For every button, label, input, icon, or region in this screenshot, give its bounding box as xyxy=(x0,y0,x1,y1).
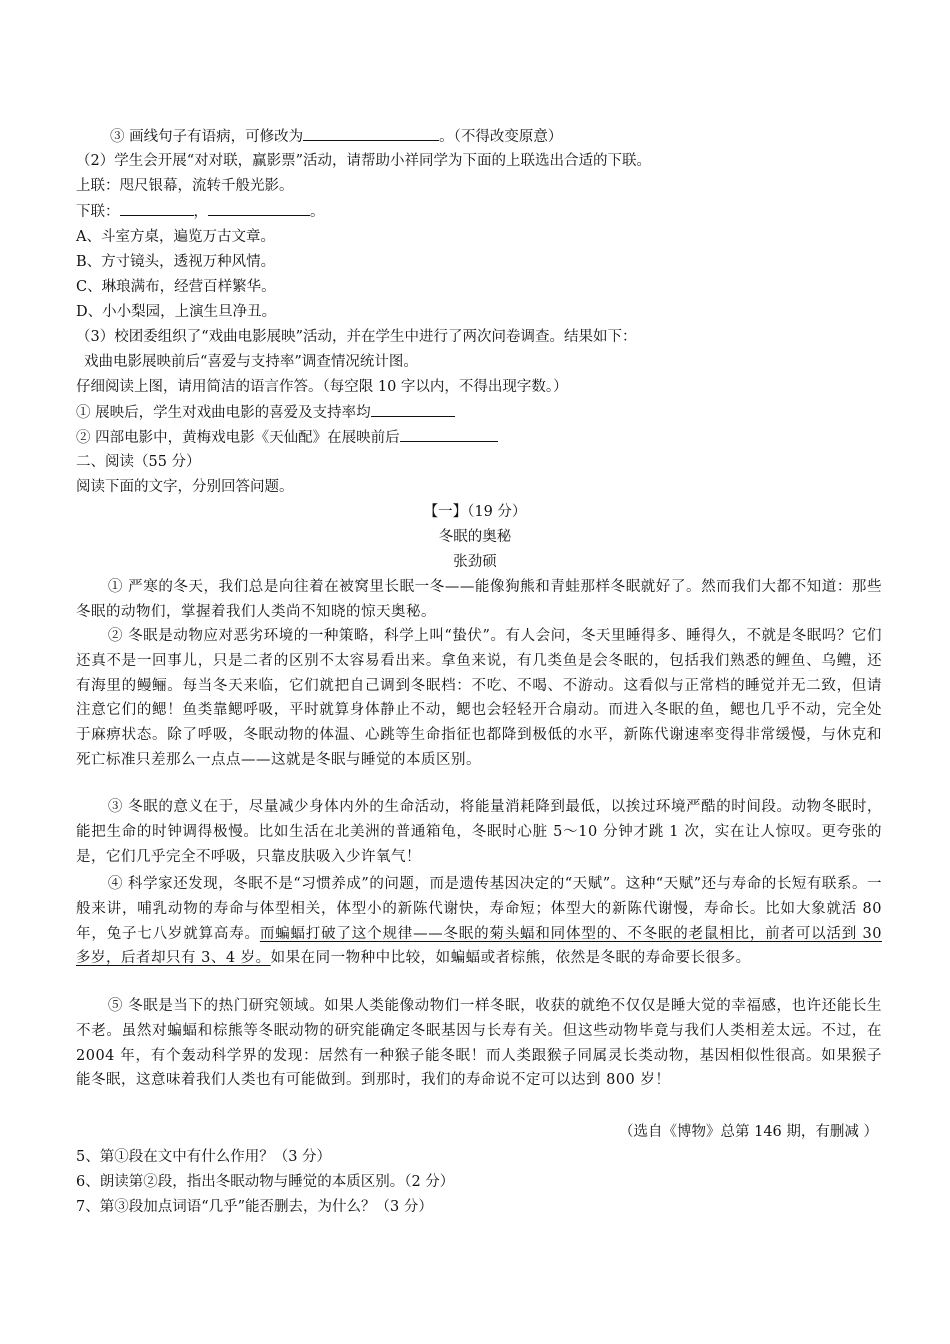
lower-couplet-line: 下联： ， 。 xyxy=(76,201,325,222)
q3-sentence-revision: ③ 画线句子有语病，可修改为 。（不得改变原意） xyxy=(110,126,562,147)
article-title: 冬眠的奥秘 xyxy=(438,529,512,545)
answer-blank[interactable] xyxy=(400,427,498,442)
article-author: 张劲硕 xyxy=(453,554,497,570)
answer-2-line: ② 四部电影中，黄梅戏电影《天仙配》在展映前后 xyxy=(76,427,498,448)
paragraph-3: ③ 冬眠的意义在于，尽量减少身体内外的生命活动，将能量消耗降到最低，以挨过环境严酷的时间段。动物冬眠时，能把生命的时钟调得极慢。比如生活在北美洲的普通箱龟，冬眠时心脏 5～10 分钟才跳 1 次，实在让人惊叹。更夸张的是，它们几乎完全不呼吸，只靠皮肤吸入少许氧气！ xyxy=(76,799,882,865)
question-5: 5、第①段在文中有什么作用？（3 分） xyxy=(76,1149,332,1165)
option-b: B、方寸镜头，透视万种风情。 xyxy=(76,254,276,270)
reading-instructions: 阅读下面的文字，分别回答问题。 xyxy=(76,479,294,495)
question-7: 7、第③段加点词语“几乎”能否删去，为什么？（3 分） xyxy=(76,1199,433,1215)
answer-blank[interactable] xyxy=(120,201,194,216)
section-heading: 二、阅读（55 分） xyxy=(76,454,201,470)
q2-couplet-intro: （2）学生会开展“对对联，赢影票”活动，请帮助小祥同学为下面的上联选出合适的下联。 xyxy=(76,153,652,169)
option-d: D、小小梨园，上演生旦净丑。 xyxy=(76,304,277,320)
answer-instructions: 仔细阅读上图，请用简洁的语言作答。（每空限 10 字以内，不得出现字数。） xyxy=(76,379,568,395)
underlined-sentence: 而蝙蝠打破了这个规律——冬眠的菊头蝠和同体型的、不冬眠的老鼠相比，前者可以活到 30 多岁，后者却只有 3、4 岁。 xyxy=(76,925,883,967)
chart-caption: 戏曲电影展映前后“喜爱与支持率”调查情况统计图。 xyxy=(84,354,418,370)
option-c: C、琳琅满布，经营百样繁华。 xyxy=(76,279,276,295)
paragraph-5: ⑤ 冬眠是当下的热门研究领域。如果人类能像动物们一样冬眠，收获的就绝不仅仅是睡大觉的幸福感，也许还能长生不老。虽然对蝙蝠和棕熊等冬眠动物的研究能确定冬眠基因与长寿有关。但这些动物毕竟与我们人类相差太远。不过，在 2004 年，有个轰动科学界的发现：居然有一种猴子能冬眠！而人类跟猴子同属灵长类动物，基因相似性很高。如果猴子能冬眠，这意味着我们人类也有可能做到。到那时，我们的寿命说不定可以达到 800 岁！ xyxy=(76,998,882,1089)
answer-1-line: ① 展映后，学生对戏曲电影的喜爱及支持率均 xyxy=(76,402,455,423)
part-heading: 【一】（19 分） xyxy=(423,504,527,520)
paragraph-4: ④ 科学家还发现，冬眠不是“习惯养成”的问题，而是遗传基因决定的“天赋”。这种“天赋”还与寿命的长短有联系。一般来讲，哺乳动物的寿命与体型相关，体型小的新陈代谢快，寿命短；体型大的新陈代谢慢，寿命长。比如大象就活 80 年，兔子七八岁就算高寿。而蝙蝠打破了这个规律——冬眠的菊头蝠和同体型的、不冬眠的老鼠相比，前者可以活到 30 多岁，后者却只有 3、4 岁。如果在同一物种中比较，如蝙蝠或者棕熊，依然是冬眠的寿命要长很多。 xyxy=(76,876,883,967)
answer-blank[interactable] xyxy=(208,201,310,216)
q3-survey-intro: （3）校团委组织了“戏曲电影展映”活动，并在学生中进行了两次问卷调查。结果如下： xyxy=(76,329,637,345)
answer-blank[interactable] xyxy=(371,402,455,417)
upper-couplet: 上联：咫尺银幕，流转千般光影。 xyxy=(76,178,294,194)
paragraph-2: ② 冬眠是动物应对恶劣环境的一种策略，科学上叫“蛰伏”。有人会问，冬天里睡得多、睡得久，不就是冬眠吗？它们还真不是一回事儿，只是二者的区别不太容易看出来。拿鱼来说，有几类鱼是会冬眠的，包括我们熟悉的鲤鱼、乌鳢，还有海里的鳗鲡。每当冬天来临，它们就把自己调到冬眠档：不吃、不喝、不游动。这看似与正常档的睡觉并无二致，但请注意它们的鳃！鱼类靠鳃呼吸，平时就算身体静止不动，鳃也会轻轻开合扇动。而进入冬眠的鱼，鳃也几乎不动，完全处于麻痹状态。除了呼吸，冬眠动物的体温、心跳等生命指征也都降到极低的水平，新陈代谢速率变得非常缓慢，与休克和死亡标准只差那么一点点——这就是冬眠与睡觉的本质区别。 xyxy=(76,628,882,768)
question-6: 6、朗读第②段，指出冬眠动物与睡觉的本质区别。（2 分） xyxy=(76,1174,455,1190)
option-a: A、斗室方桌，遍览万古文章。 xyxy=(76,229,275,245)
paragraph-1: ① 严寒的冬天，我们总是向往着在被窝里长眠一冬——能像狗熊和青蛙那样冬眠就好了。然而我们大都不知道：那些冬眠的动物们，掌握着我们人类尚不知晓的惊天奥秘。 xyxy=(76,579,882,620)
answer-blank[interactable] xyxy=(303,126,439,141)
article-source: （选自《博物》总第 146 期，有删减 ） xyxy=(618,1124,878,1140)
